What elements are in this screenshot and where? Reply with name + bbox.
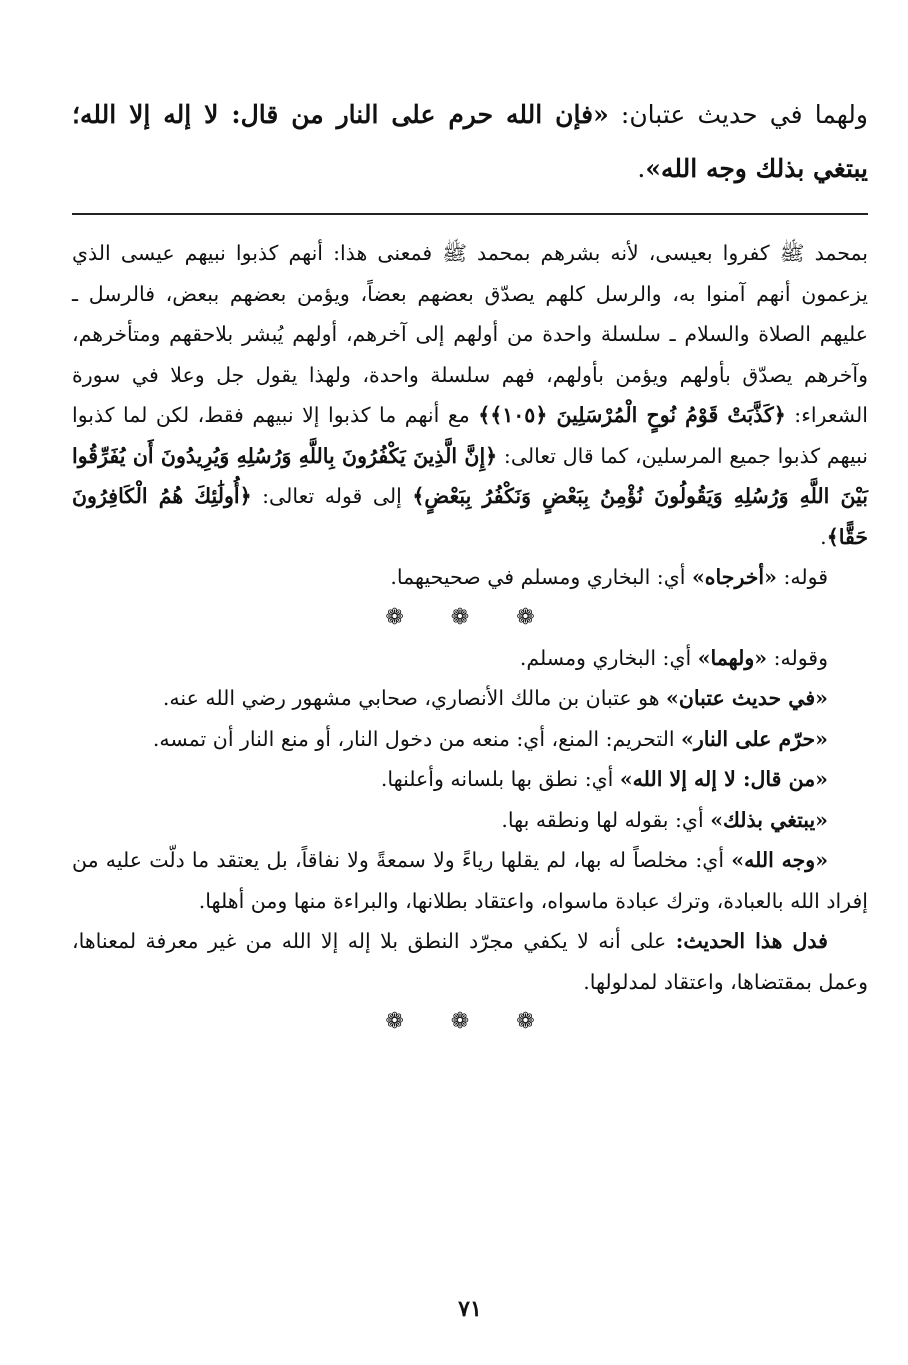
term-yabtaghi: «يبتغي بذلك» (710, 807, 828, 832)
paragraph-yabtaghi (72, 800, 868, 841)
quran-verse-nisa: ﴿إِنَّ الَّذِينَ يَكْفُرُونَ بِاللَّهِ وَرُسُلِهِ وَيُرِيدُونَ أَن يُفَرِّقُوا بَيْنَ اللَّهِ وَرُسُلِهِ وَيَقُولُونَ نُؤْمِنُ بِبَعْضٍ وَنَكْفُرُ بِبَعْضٍ﴾ (72, 443, 868, 508)
term-itban: «في حديث عتبان» (666, 686, 828, 710)
hadith-lead: ولهما في حديث عتبان: (608, 100, 868, 129)
text-p7: أي: بقوله لها ونطقه بها. (501, 807, 711, 832)
text-p2-pre: قوله: (776, 565, 828, 589)
paragraph-messengers (72, 233, 868, 557)
text-p9: على أنه لا يكفي مجرّد النطق بلا إله إلا الله من غير معرفة لمعناها، وعمل بمقتضاها، واعتقاد لمدلولها. (72, 929, 868, 994)
text-p3-pre: وقوله: (767, 645, 828, 670)
text-p4: هو عتبان بن مالك الأنصاري، صحابي مشهور رضي الله عنه. (162, 686, 667, 710)
text-p1: بمحمد ﷺ كفروا بعيسى، لأنه بشرهم بمحمد ﷺ فمعنى هذا: أنهم كذبوا نبيهم عيسى الذي يزعمون أنهم آمنوا به، والرسل كلهم يصدّق بعضهم بعضاً، ويؤمن بعضهم ببعض، فالرسل ـ عليهم الصلاة والسلام ـ سلسلة واحدة من أولهم إلى آخرهم، أولهم يُبشر بلاحقهم ومتأخرهم، وآخرهم يصدّق بأولهم ويؤمن بأولهم، فهم سلسلة واحدة، ولهذا يقول جل وعلا في سورة الشعراء: (72, 241, 868, 427)
term-conclusion: فدل هذا الحديث: (675, 929, 828, 953)
paragraph-conclusion (72, 921, 868, 1002)
paragraph-itban (72, 678, 868, 719)
document-page (72, 0, 868, 1365)
paragraph-akhrajah (72, 557, 868, 598)
hadith-text (72, 88, 868, 196)
hadith-quote: «فإن الله حرم على النار من قال: لا إله إلا الله؛ يبتغي بذلك وجه الله» (72, 100, 868, 183)
page-number: ٧١ (458, 1296, 482, 1322)
text-p3: أي: البخاري ومسلم. (519, 645, 698, 670)
text-p2: أي: البخاري ومسلم في صحيحيهما. (390, 565, 692, 589)
term-wajh-allah: «وجه الله» (731, 848, 829, 872)
quran-verse-kafirun: ﴿أُولَٰئِكَ هُمُ الْكَافِرُونَ حَقًّا﴾ (72, 484, 868, 549)
text-p1b: مع أنهم ما كذبوا إلا نبيهم فقط، لكن لما كذبوا نبيهم كذبوا جميع المرسلين، كما قال تعالى: (72, 403, 868, 468)
hadith-end: . (637, 154, 646, 183)
section-divider (72, 213, 868, 215)
paragraph-wajh-allah (72, 840, 868, 921)
separator-stars-end: ❁ ❁ ❁ (385, 1009, 555, 1034)
text-p1d: . (820, 524, 827, 549)
paragraph-harrama (72, 719, 868, 760)
paragraph-walahuma (72, 638, 868, 679)
commentary (72, 233, 868, 1042)
paragraph-man-qala (72, 759, 868, 800)
term-harrama: «حرّم على النار» (681, 726, 828, 751)
text-p5: التحريم: المنع، أي: منعه من دخول النار، أو منع النار أن تمسه. (152, 726, 682, 751)
term-akhrajah: «أخرجاه» (691, 565, 777, 589)
term-walahuma: «ولهما» (697, 645, 768, 670)
term-man-qala: «من قال: لا إله إلا الله» (619, 767, 828, 791)
text-p6: أي: نطق بها بلسانه وأعلنها. (380, 767, 620, 791)
text-p8: أي: مخلصاً له بها، لم يقلها رياءً ولا سمعةً ولا نفاقاً، بل يعتقد ما دلّت عليه من إفراد الله بالعبادة، وترك عبادة ماسواه، واعتقاد بطلانها، والبراءة منها ومن أهلها. (72, 848, 868, 913)
separator-stars: ❁ ❁ ❁ (385, 604, 555, 630)
quran-verse-shuara: ﴿كَذَّبَتْ قَوْمُ نُوحٍ الْمُرْسَلِينَ ﴿١٠٥﴾﴾ (478, 403, 786, 427)
text-p1c: إلى قوله تعالى: (251, 484, 413, 508)
